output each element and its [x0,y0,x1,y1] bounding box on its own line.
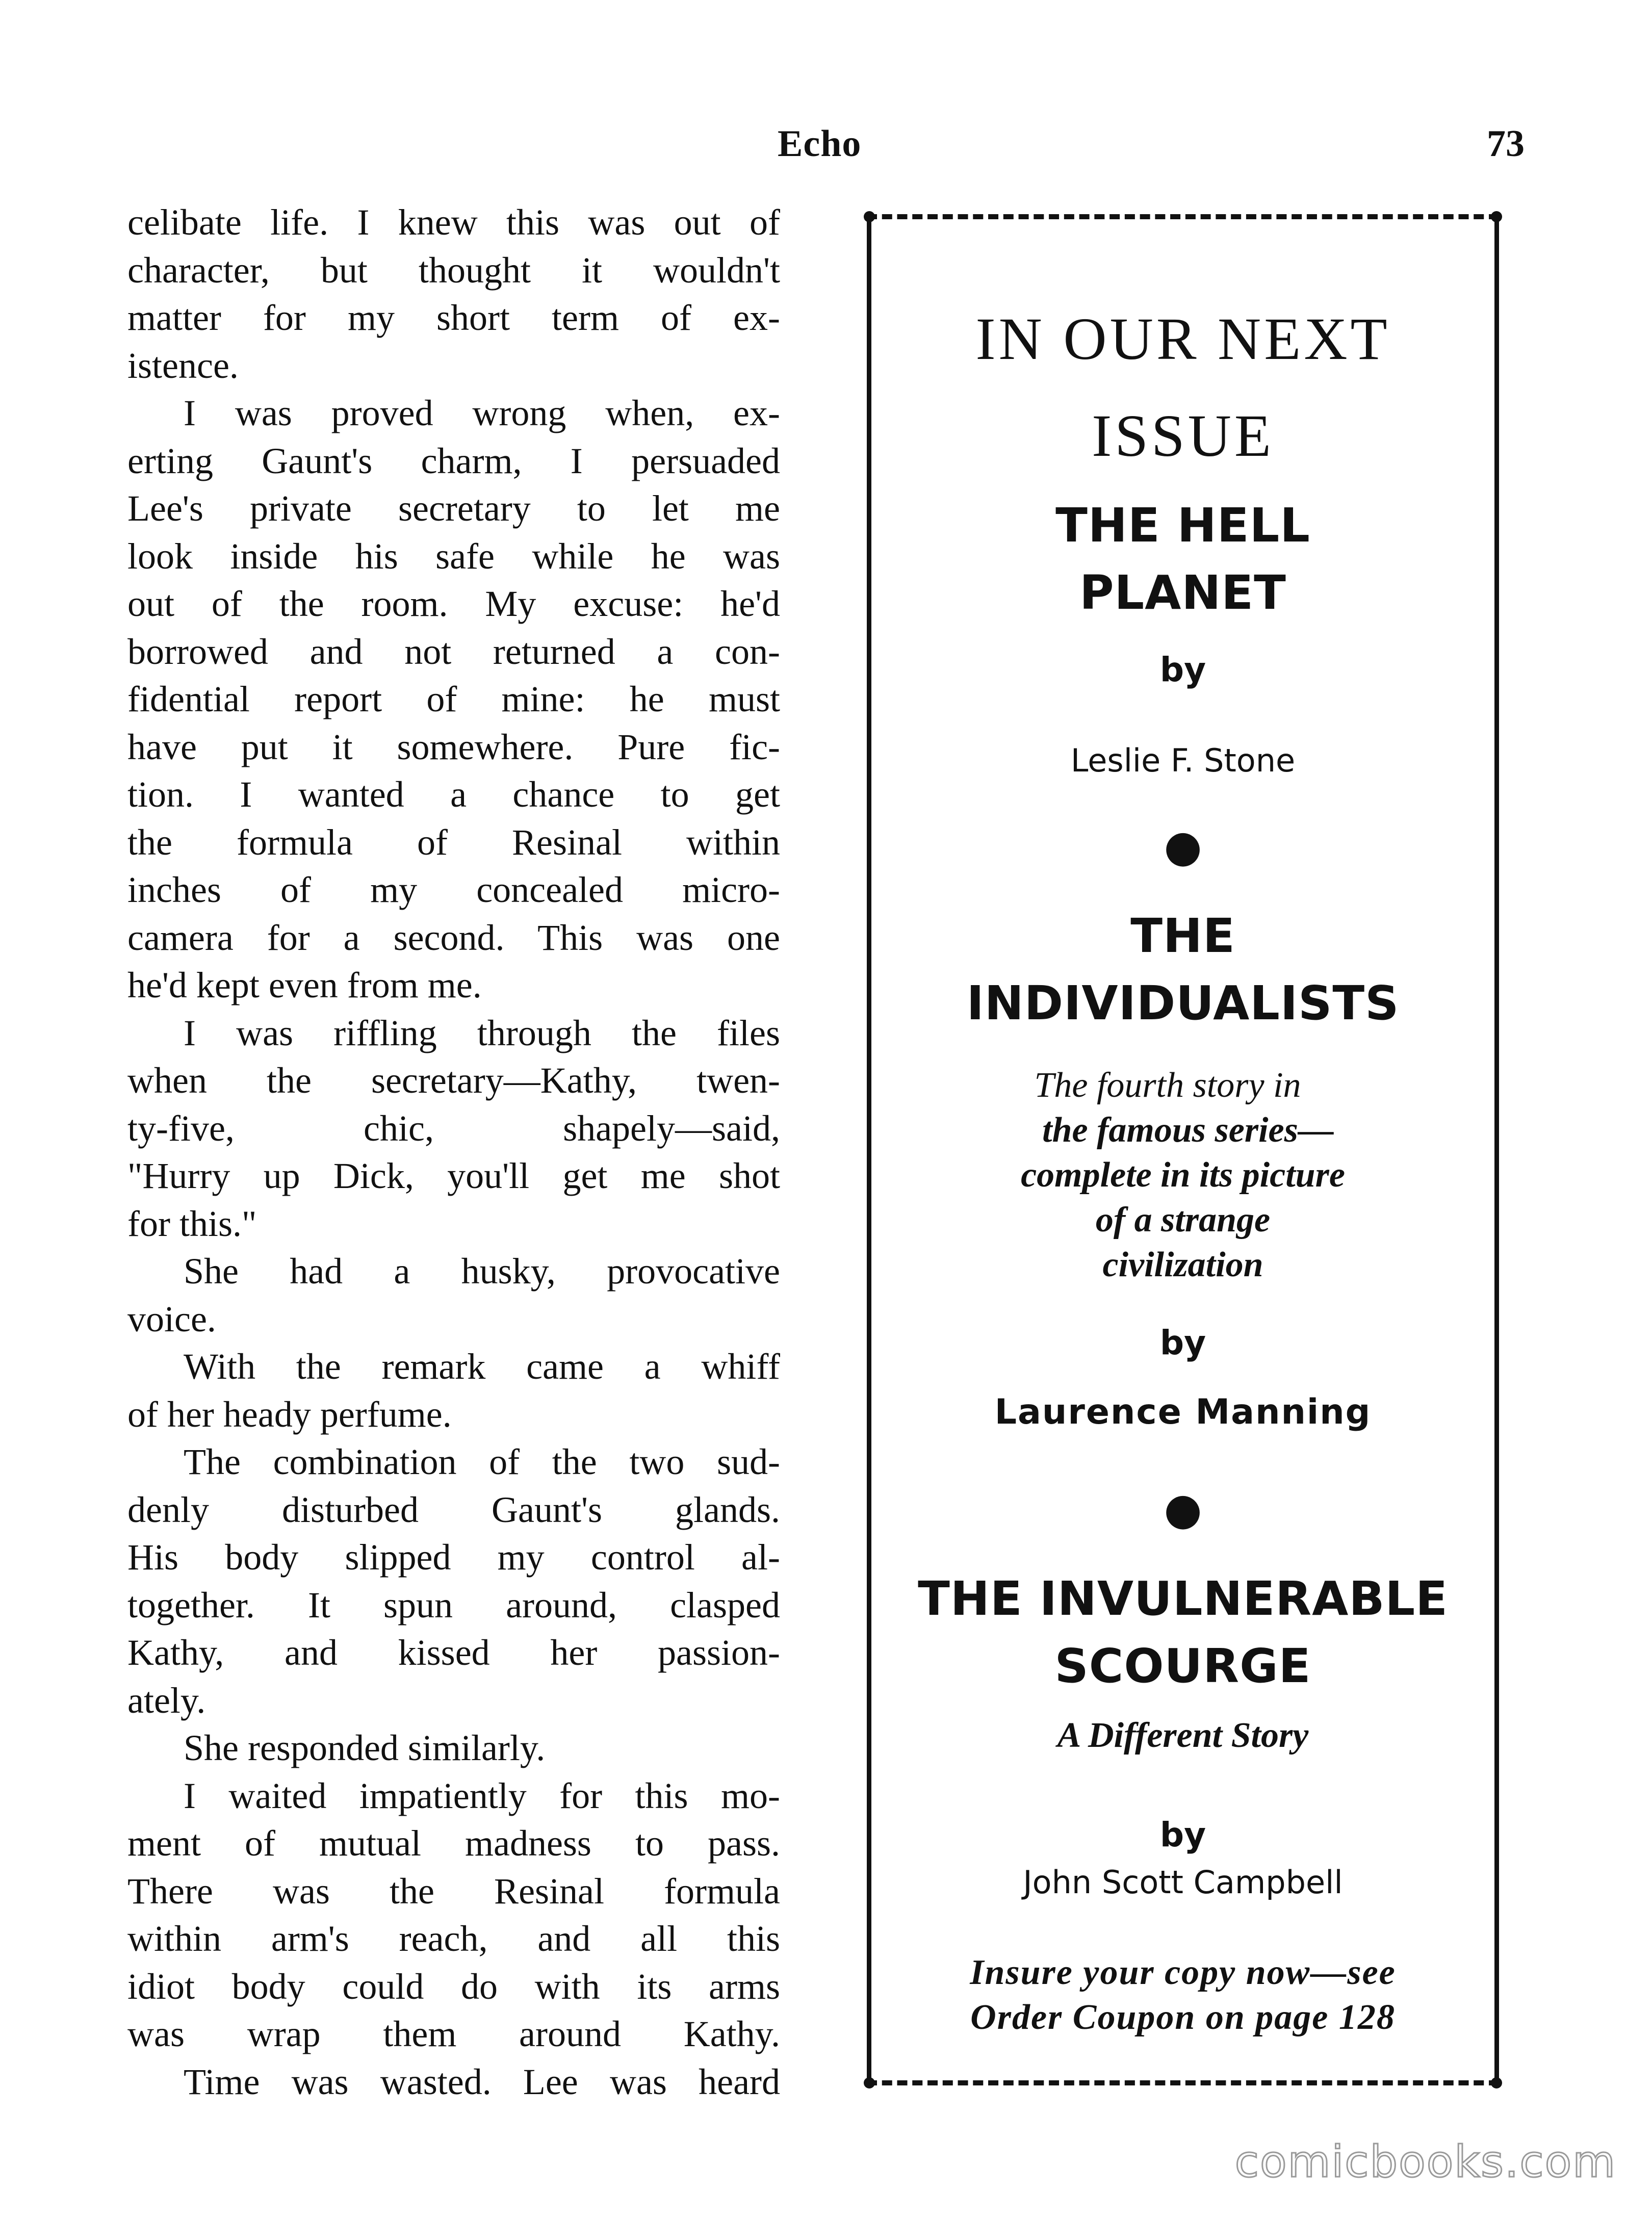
box-corner-dot [864,211,875,222]
story-column [127,199,780,2106]
ad-heading-line-2: ISSUE [1092,402,1274,469]
story-line: Lee's private secretary to let me [127,488,780,529]
story-line: Time was wasted. Lee was heard [184,2061,780,2102]
story-2-by: by [1159,1323,1206,1362]
story-line: together. It spun around, clasped [127,1584,780,1626]
order-note-line-1: Insure your copy now—see [970,1953,1396,1992]
story-line: erting Gaunt's charm, I persuaded [127,440,780,481]
order-note-line-2: Order Coupon on page 128 [970,1998,1396,2037]
story-line: With the remark came a whiff [184,1346,780,1387]
story-2-title-line-1: THE [1130,909,1235,963]
story-line: the formula of Resinal within [127,821,780,863]
page-number: 73 [1487,123,1525,165]
bullet-separator: ● [1164,1484,1202,1535]
blurb-line: the famous series— [1042,1111,1334,1150]
story-line: His body slipped my control al- [127,1537,780,1578]
story-line: for this." [127,1203,257,1244]
story-1-author: Leslie F. Stone [1070,742,1296,779]
bullet-separator: ● [1164,821,1202,872]
story-2-author: Laurence Manning [994,1392,1372,1432]
story-line: "Hurry up Dick, you'll get me shot [127,1155,780,1196]
next-issue-ad-box [867,214,1499,2085]
story-line: There was the Resinal formula [127,1870,780,1912]
story-line: inches of my concealed micro- [127,869,780,910]
story-3-by: by [1159,1815,1206,1854]
story-1-title-line-2: PLANET [1079,565,1286,620]
story-line: camera for a second. This was one [127,917,780,958]
story-3-title [871,1565,1494,1700]
ad-heading [871,291,1494,484]
story-line: matter for my short term of ex- [127,297,780,338]
story-1-by: by [1159,650,1206,689]
story-line: look inside his safe while he was [127,535,780,577]
story-2-title-line-2: INDIVIDUALISTS [966,976,1400,1030]
box-corner-dot [1491,211,1502,222]
story-3-subtitle: A Different Story [1057,1716,1309,1755]
story-line: denly disturbed Gaunt's glands. [127,1489,780,1530]
story-line: tion. I wanted a chance to get [127,774,780,815]
story-line: when the secretary—Kathy, twen- [127,1060,780,1101]
ad-heading-line-1: IN OUR NEXT [975,305,1390,372]
story-line: ment of mutual madness to pass. [127,1823,780,1864]
story-line: borrowed and not returned a con- [127,631,780,672]
story-line: have put it somewhere. Pure fic- [127,726,780,767]
blurb-line: civilization [1102,1245,1263,1284]
order-note [871,1950,1494,2040]
blurb-line: The fourth story in [1034,1066,1301,1105]
story-line: She responded similarly. [184,1727,546,1768]
story-3-title-line-2: SCOURGE [1054,1639,1311,1693]
story-line: out of the room. My excuse: he'd [127,583,780,624]
story-line: character, but thought it wouldn't [127,249,780,291]
story-line: I was riffling through the files [184,1012,780,1053]
story-line: of her heady perfume. [127,1394,452,1435]
story-2-title [871,902,1494,1037]
story-line: fidential report of mine: he must [127,679,780,719]
story-line: ately. [127,1680,206,1721]
story-1-title [871,492,1494,627]
story-line: Kathy, and kissed her passion- [127,1632,780,1673]
story-line: ty-five, chic, shapely—said, [127,1107,780,1149]
story-3-author: John Scott Campbell [1023,1864,1343,1901]
story-3-title-line-1: THE INVULNERABLE [918,1571,1448,1626]
blurb-line: of a strange [1095,1200,1271,1240]
story-line: The combination of the two sud- [184,1441,780,1482]
box-corner-dot [864,2077,875,2088]
running-head: Echo [778,123,862,165]
story-1-title-line-1: THE HELL [1055,498,1310,553]
story-line: within arm's reach, and all this [127,1918,780,1959]
blurb-line: complete in its picture [1021,1155,1345,1195]
story-line: idiot body could do with its arms [127,1966,780,2007]
watermark-logo: comicbooks.com [1234,2136,1616,2187]
story-line: voice. [127,1298,216,1339]
box-corner-dot [1491,2077,1502,2088]
story-line: istence. [127,345,239,386]
story-line: he'd kept even from me. [127,965,482,1005]
story-line: celibate life. I knew this was out of [127,202,780,243]
story-line: She had a husky, provocative [184,1251,780,1292]
story-line: I was proved wrong when, ex- [184,393,780,433]
story-line: I waited impatiently for this mo- [184,1775,780,1816]
story-2-blurb [871,1063,1494,1287]
story-line: was wrap them around Kathy. [127,2014,780,2054]
